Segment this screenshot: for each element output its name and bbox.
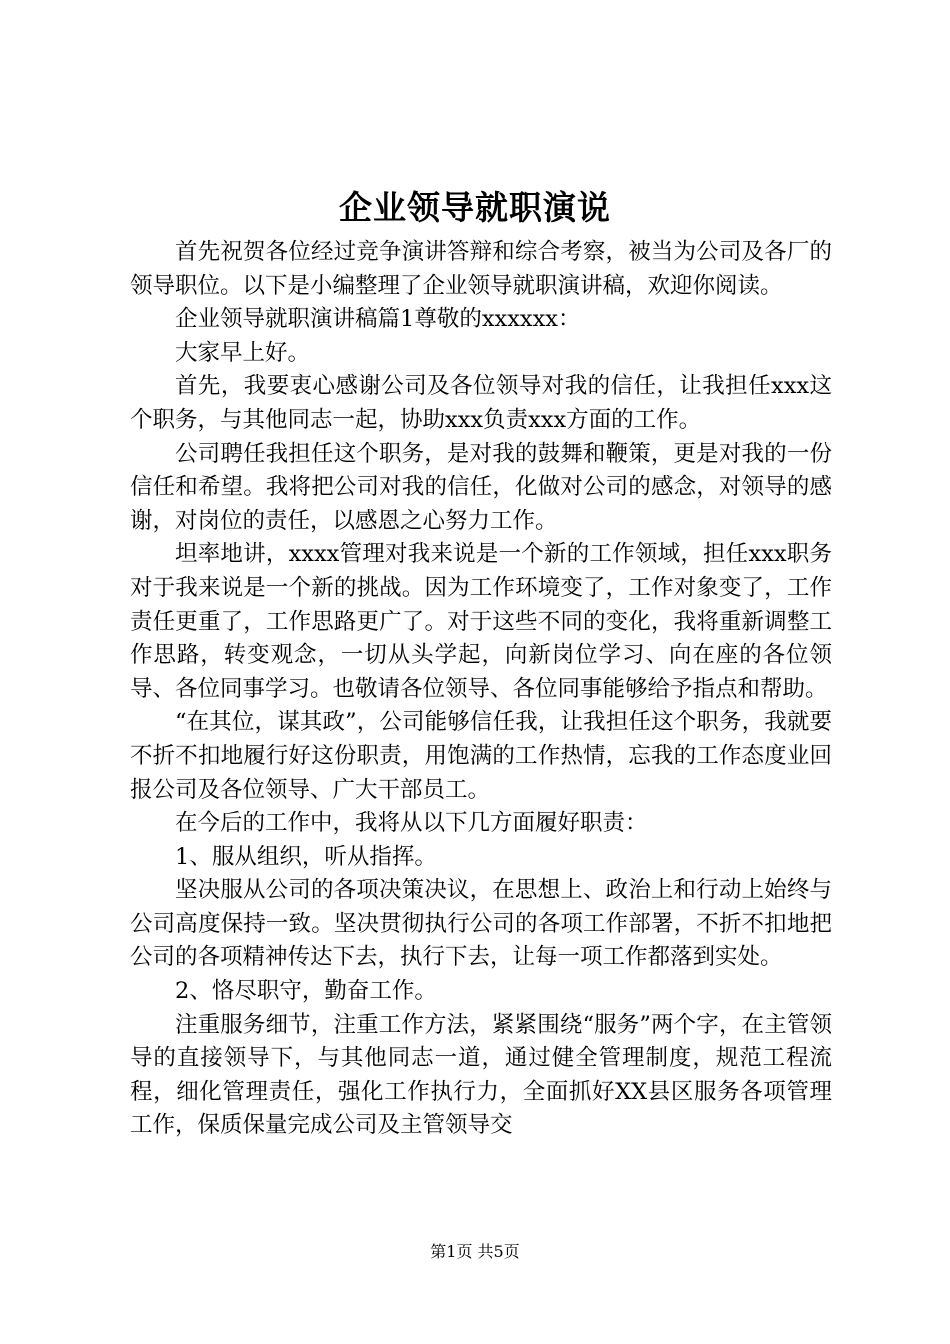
document-body <box>130 236 832 1143</box>
paragraph: 坚决服从公司的各项决策决议，在思想上、政治上和行动上始终与公司高度保持一致。坚决贯彻执行公司的各项工作部署，不折不扣地把公司的各项精神传达下去，执行下去，让每一项工作都落到实处。 <box>130 877 832 971</box>
paragraph: 2、恪尽职守，勤奋工作。 <box>175 978 437 1005</box>
paragraph: 注重服务细节，注重工作方法，紧紧围绕“服务”两个字，在主管领导的直接领导下，与其他同志一道，通过健全管理制度，规范工程流程，细化管理责任，强化工作执行力，全面抓好XX县区服务各项管理工作，保质保量完成公司及主管领导交 <box>130 1011 832 1139</box>
paragraph: 1、服从组织，听从指挥。 <box>175 843 437 870</box>
paragraph: 公司聘任我担任这个职务，是对我的鼓舞和鞭策，更是对我的一份信任和希望。我将把公司对我的信任，化做对公司的感念，对领导的感谢，对岗位的责任，以感恩之心努力工作。 <box>130 440 832 534</box>
page-number-footer: 第1页 共5页 <box>430 1242 520 1261</box>
paragraph: “在其位，谋其政”，公司能够信任我，让我担任这个职务，我就要不折不扣地履行好这份职责，用饱满的工作热情，忘我的工作态度业回报公司及各位领导、广大干部员工。 <box>130 709 832 803</box>
paragraph: 坦率地讲，xxxx管理对我来说是一个新的工作领域，担任xxx职务对于我来说是一个新的挑战。因为工作环境变了，工作对象变了，工作责任更重了，工作思路更广了。对于这些不同的变化，我将重新调整工作思路，转变观念，一切从头学起，向新岗位学习、向在座的各位领导、各位同事学习。也敬请各位领导、各位同事能够给予指点和帮助。 <box>130 541 832 702</box>
paragraph: 在今后的工作中，我将从以下几方面履好职责： <box>175 810 648 837</box>
paragraph: 首先祝贺各位经过竞争演讲答辩和综合考察，被当为公司及各厂的领导职位。以下是小编整理了企业领导就职演讲稿，欢迎你阅读。 <box>130 239 832 299</box>
page-title: 企业领导就职演说 <box>339 188 611 227</box>
paragraph: 企业领导就职演讲稿篇1尊敬的xxxxxx： <box>175 306 581 333</box>
paragraph: 首先，我要衷心感谢公司及各位领导对我的信任，让我担任xxx这个职务，与其他同志一起，协助xxx负责xxx方面的工作。 <box>130 373 832 433</box>
paragraph: 大家早上好。 <box>175 339 311 366</box>
